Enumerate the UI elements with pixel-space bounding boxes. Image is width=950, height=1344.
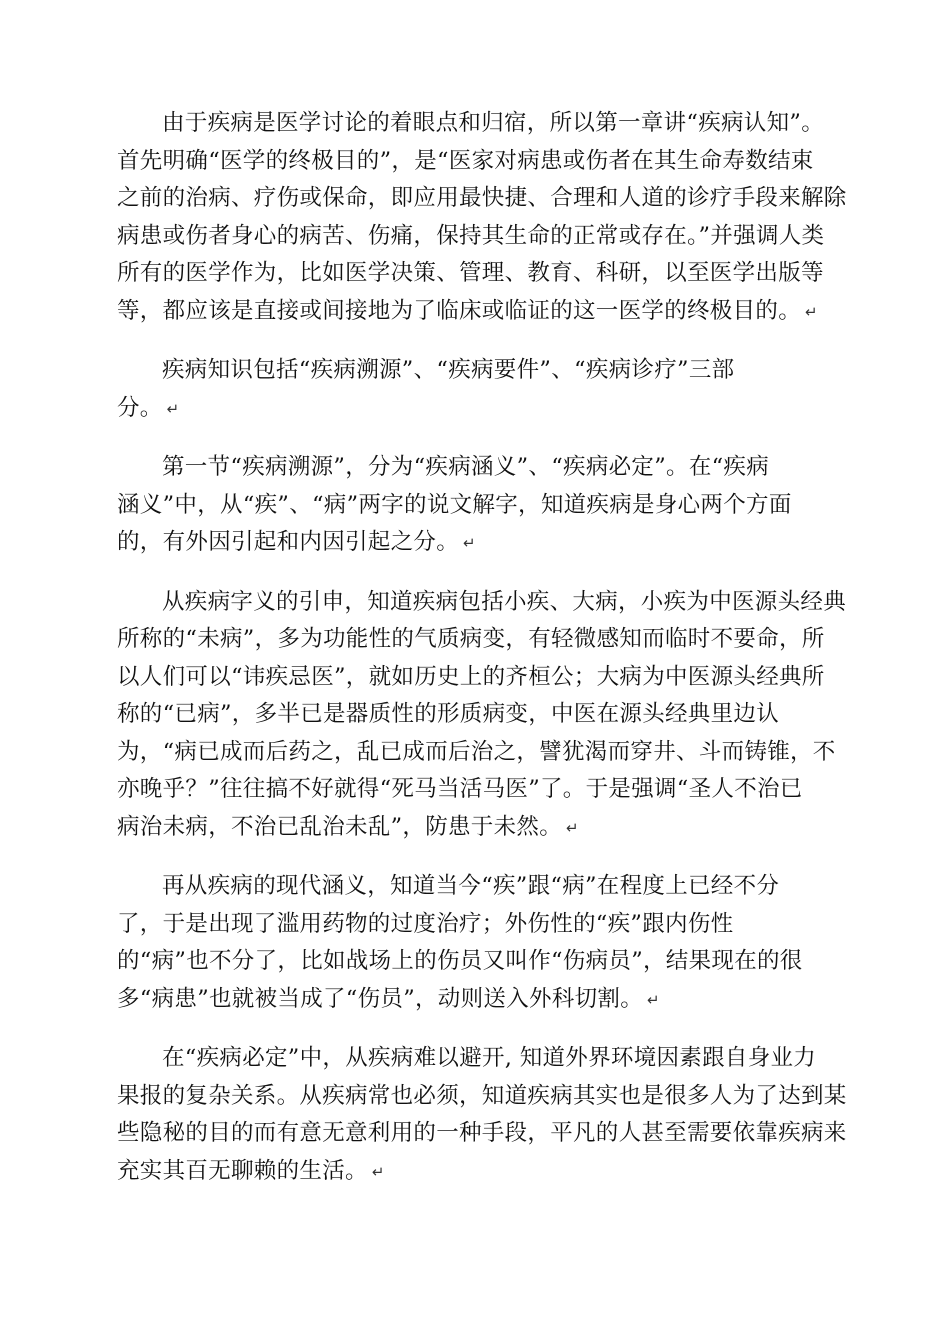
text-line: 分。 (117, 394, 163, 421)
paragraph-mark-icon: ↵ (371, 1162, 385, 1181)
text-line: 在“疾病必定”中，从疾病难以避开, 知道外界环境因素跟自身业力 (162, 1045, 817, 1071)
text-line: 了，于是出现了滥用药物的过度治疗；外伤性的“疾”跟内伤性 (117, 910, 734, 937)
text-line: 多“病患”也就被当成了“伤员”，动则送入外科切割。 (117, 985, 644, 1012)
text-line: 所称的“未病”，多为功能性的气质病变，有轻微感知而临时不要命，所 (117, 626, 825, 652)
text-line: 病治未病，不治已乱治未乱”，防患于未然。 (117, 813, 563, 840)
text-line: 病患或伤者身心的病苦、伤痛，保持其生命的正常或存在。”并强调人类 (117, 222, 825, 249)
text-line: 所有的医学作为，比如医学决策、管理、教育、科研，以至医学出版等 (117, 260, 824, 286)
paragraph-3 (117, 449, 835, 563)
paragraph-5 (117, 868, 835, 1019)
paragraph-mark-icon: ↵ (566, 818, 579, 837)
paragraph-mark-icon: ↵ (166, 399, 180, 418)
text-line: 充实其百无聊赖的生活。 (117, 1157, 368, 1184)
text-line: 之前的治病、疗伤或保命，即应用最快捷、合理和人道的诊疗手段来解除 (117, 185, 847, 211)
text-line: 首先明确“医学的终极目的”，是“医家对病患或伤者在其生命寿数结束 (117, 147, 814, 174)
text-line: 的，有外因引起和内因引起之分。 (117, 529, 460, 555)
text-line: 第一节“疾病溯源”，分为“疾病涵义”、“疾病必定”。在“疾病 (162, 454, 770, 480)
text-line: 由于疾病是医学讨论的着眼点和归宿，所以第一章讲“疾病认知”。 (162, 110, 825, 136)
text-line: 些隐秘的目的而有意无意利用的一种手段，平凡的人甚至需要依靠疾病来 (117, 1120, 847, 1146)
text-line: 称的“已病”，多半已是器质性的形质病变，中医在源头经典里边认 (117, 701, 780, 727)
text-line: 再从疾病的现代涵义，知道当今“疾”跟“病”在程度上已经不分 (162, 873, 780, 899)
text-line: 的“病”也不分了，比如战场上的伤员又叫作“伤病员”，结果现在的很 (117, 948, 803, 974)
paragraph-1 (117, 105, 847, 331)
text-line: 疾病知识包括“疾病溯源”、“疾病要件”、“疾病诊疗”三部 (162, 357, 735, 383)
paragraph-6 (117, 1040, 847, 1191)
paragraph-mark-icon: ↵ (647, 990, 660, 1009)
text-line: 以人们可以“讳疾忌医”，就如历史上的齐桓公；大病为中医源头经典所 (117, 663, 825, 690)
paragraph-mark-icon: ↵ (463, 534, 476, 552)
text-line: 为，“病已成而后药之，乱已成而后治之，譬犹渴而穿井、斗而铸锥，不 (117, 738, 836, 765)
text-line: 涵义”中，从“疾”、“病”两字的说文解字，知道疾病是身心两个方面 (117, 491, 792, 518)
text-line: 从疾病字义的引申，知道疾病包括小疾、大病，小疾为中医源头经典 (162, 588, 847, 615)
paragraph-2 (117, 352, 835, 428)
paragraph-mark-icon: ↵ (805, 302, 818, 321)
text-line: 果报的复杂关系。从疾病常也必须，知道疾病其实也是很多人为了达到某 (117, 1082, 847, 1109)
text-line: 亦晚乎？”往往搞不好就得“死马当活马医”了。于是强调“圣人不治已 (117, 776, 803, 802)
paragraph-4 (117, 584, 847, 848)
text-line: 等，都应该是直接或间接地为了临床或临证的这一医学的终极目的。 (117, 297, 802, 324)
